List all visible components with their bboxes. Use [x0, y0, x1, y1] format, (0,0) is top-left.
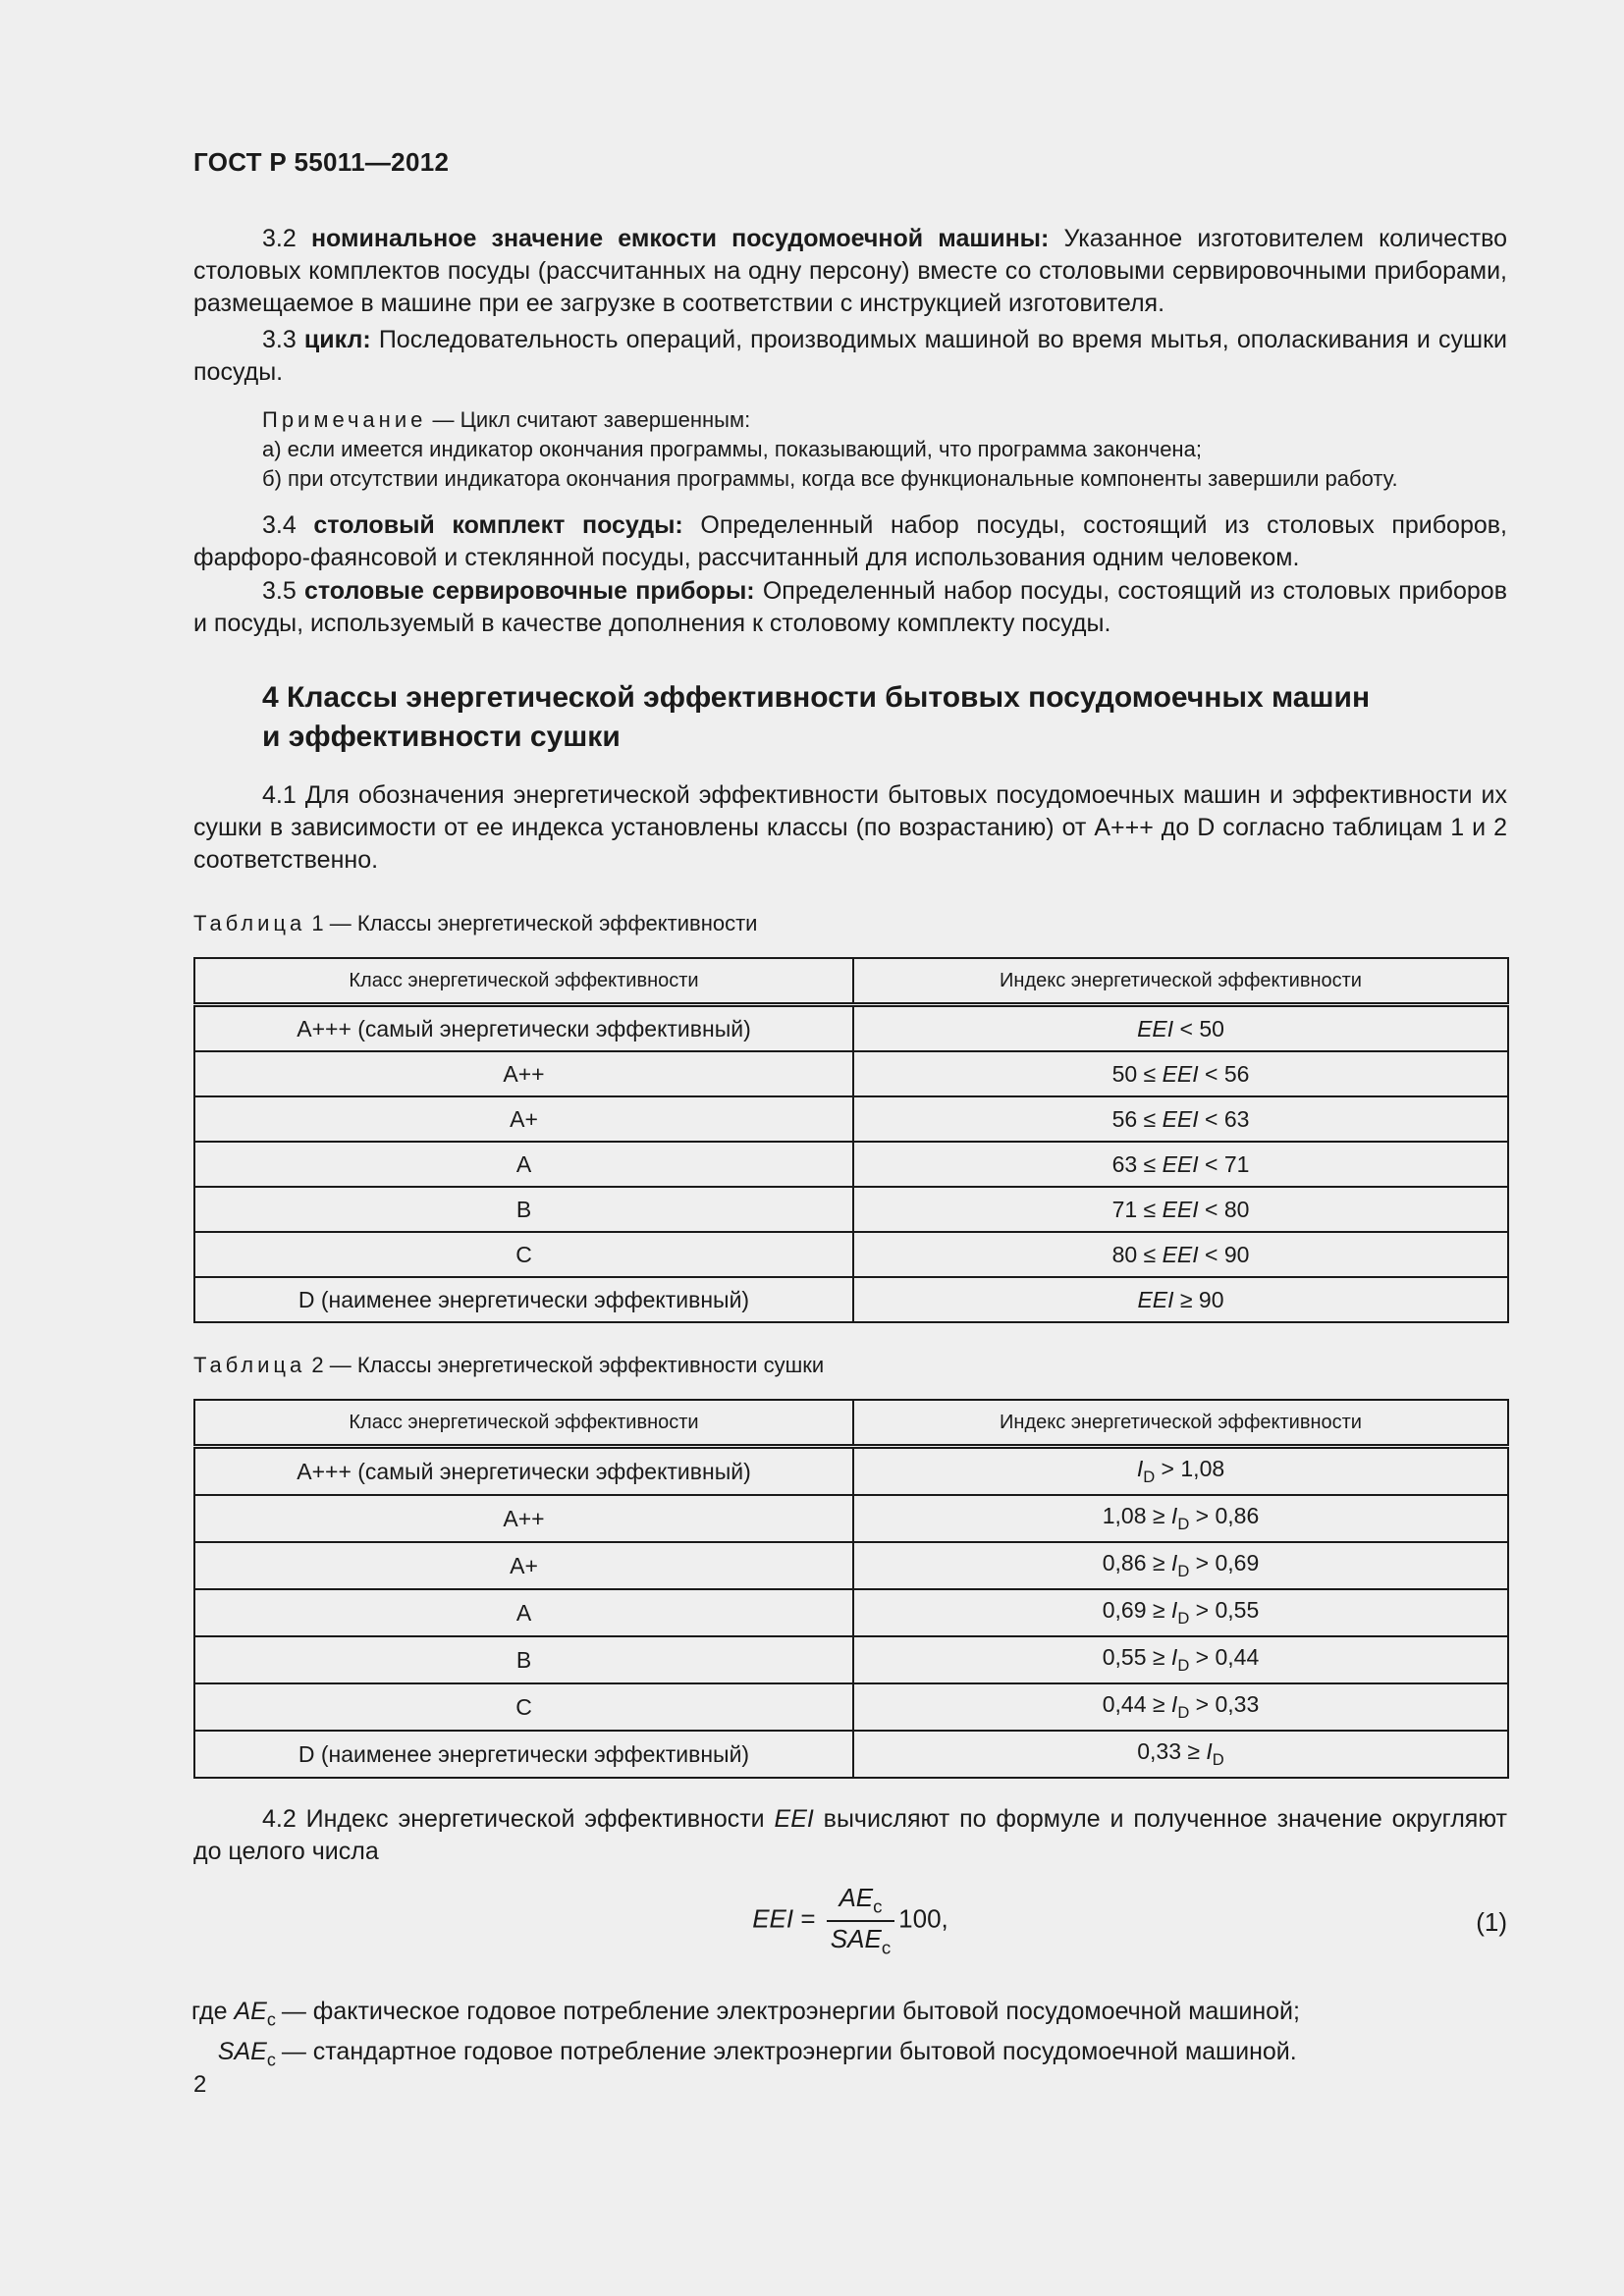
table-2	[193, 1399, 1509, 1779]
denominator-sub: c	[881, 1937, 892, 1958]
caption-text: 2 — Классы энергетической эффективности сушки	[305, 1353, 825, 1377]
index-cell	[853, 1589, 1508, 1636]
index-symbol: I	[1170, 1644, 1178, 1671]
heading-line-2: и эффективности сушки	[262, 721, 621, 753]
index-pre: 0,86 ≥	[1102, 1550, 1171, 1576]
index-post: > 0,55	[1189, 1597, 1260, 1624]
clause-text-after: вычисляют по формуле и полученное значение округляют до целого числа	[193, 1805, 1507, 1865]
column-header-index: Индекс энергетической эффективности	[853, 958, 1508, 1005]
term: номинальное значение емкости посудомоечной машины:	[310, 225, 1050, 252]
index-pre: 1,08 ≥	[1102, 1503, 1171, 1529]
term: столовые сервировочные приборы:	[303, 577, 755, 605]
note-intro: — Цикл считают завершенным:	[426, 407, 751, 432]
index-cell	[853, 1277, 1508, 1322]
index-post: > 0,69	[1189, 1550, 1260, 1576]
denominator-var: SAE	[830, 1923, 882, 1953]
note-item-b: б) при отсутствии индикатора окончания программы, когда все функциональные компоненты завершили работу.	[262, 466, 1398, 491]
index-subscript: D	[1177, 1561, 1190, 1580]
clause-3-4	[193, 509, 1507, 574]
class-cell: A++	[194, 1051, 853, 1096]
sae-var: SAE	[217, 2038, 267, 2066]
index-cell	[853, 1542, 1508, 1589]
index-subscript: D	[1143, 1467, 1156, 1486]
table-row	[194, 1636, 1508, 1683]
index-cell	[853, 1731, 1508, 1778]
caption-word: Таблица	[193, 911, 306, 935]
index-symbol: EEI	[1162, 1105, 1199, 1132]
clause-number: 3.3	[262, 326, 297, 353]
term: цикл:	[303, 326, 371, 353]
formula-1	[193, 1883, 1507, 1958]
class-cell: A++	[194, 1495, 853, 1542]
clause-4-1	[193, 779, 1507, 877]
index-cell	[853, 1096, 1508, 1142]
index-symbol: I	[1136, 1456, 1144, 1482]
index-post: > 0,44	[1189, 1644, 1260, 1671]
index-post: > 0,33	[1189, 1691, 1260, 1718]
index-post: > 1,08	[1155, 1456, 1225, 1482]
index-symbol: EEI	[1162, 1241, 1199, 1267]
class-cell: A	[194, 1142, 853, 1187]
table-row	[194, 1589, 1508, 1636]
table-row	[194, 1051, 1508, 1096]
table-row	[194, 1142, 1508, 1187]
index-pre: 0,55 ≥	[1102, 1644, 1171, 1671]
index-subscript: D	[1177, 1514, 1190, 1533]
term: столовый комплект посуды:	[313, 511, 683, 539]
clause-text-before: 4.2 Индекс энергетической эффективности	[262, 1805, 775, 1833]
index-subscript: D	[1177, 1608, 1190, 1628]
index-post: < 63	[1198, 1105, 1250, 1132]
table-header-row	[194, 958, 1508, 1005]
class-cell: A	[194, 1589, 853, 1636]
formula-equals: =	[793, 1903, 823, 1934]
note-block	[262, 405, 1529, 494]
index-post: < 50	[1173, 1015, 1224, 1041]
equation-number: (1)	[1476, 1907, 1507, 1937]
table-header-row	[194, 1400, 1508, 1447]
definition: Последовательность операций, производимых машиной во время мытья, ополаскивания и сушки посуды.	[193, 326, 1507, 386]
index-cell	[853, 1187, 1508, 1232]
definition: Определенный набор посуды, состоящий из столовых приборов, фарфоро-фаянсовой и стеклянной посуды, рассчитанный для использования одним человеком.	[193, 511, 1507, 571]
index-symbol: EEI	[1162, 1060, 1199, 1087]
where-desc: — стандартное годовое потребление электроэнергии бытовой посудомоечной машиной.	[281, 2038, 1297, 2066]
table-row	[194, 1277, 1508, 1322]
definition: Определенный набор посуды, состоящий из столовых приборов и посуды, используемый в качестве дополнения к столовому комплекту посуды.	[193, 577, 1507, 637]
class-cell: A+++ (самый энергетически эффективный)	[194, 1005, 853, 1052]
where-block	[191, 1996, 1300, 2077]
clause-number: 3.5	[262, 577, 297, 605]
numerator-var: AE	[839, 1883, 874, 1912]
index-subscript: D	[1177, 1702, 1190, 1722]
table-row	[194, 1495, 1508, 1542]
index-post: < 80	[1198, 1196, 1250, 1222]
section-4-heading	[262, 678, 1529, 757]
index-cell	[853, 1051, 1508, 1096]
index-subscript: D	[1177, 1655, 1190, 1675]
column-header-index: Индекс энергетической эффективности	[853, 1400, 1508, 1447]
class-cell: D (наименее энергетически эффективный)	[194, 1731, 853, 1778]
index-post: > 0,86	[1189, 1503, 1260, 1529]
where-lead: где	[191, 1998, 228, 2025]
where-row-ae	[191, 1996, 1300, 2036]
index-symbol: EEI	[1137, 1015, 1174, 1041]
index-symbol: I	[1170, 1691, 1178, 1718]
table-1-caption	[193, 911, 757, 936]
table-row	[194, 1096, 1508, 1142]
caption-word: Таблица	[193, 1353, 306, 1377]
class-cell: B	[194, 1187, 853, 1232]
clause-number: 3.4	[262, 511, 297, 539]
table-row	[194, 1542, 1508, 1589]
index-symbol: I	[1170, 1503, 1178, 1529]
index-symbol: EEI	[1162, 1196, 1199, 1222]
index-cell	[853, 1447, 1508, 1496]
clause-4-2	[193, 1803, 1507, 1868]
ae-var: AE	[234, 1998, 267, 2025]
table-2-caption	[193, 1353, 824, 1378]
index-symbol: I	[1206, 1738, 1213, 1765]
sae-sub: c	[266, 2050, 276, 2070]
class-cell: A+++ (самый энергетически эффективный)	[194, 1447, 853, 1496]
index-cell	[853, 1495, 1508, 1542]
table-row	[194, 1187, 1508, 1232]
index-symbol: EEI	[1162, 1150, 1199, 1177]
page-number: 2	[193, 2071, 207, 2098]
column-header-class: Класс энергетической эффективности	[194, 958, 853, 1005]
definition: Указанное изготовителем количество столовых комплектов посуды (рассчитанных на одну персону) вместе со столовыми сервировочными приборами, размещаемое в машине при ее загрузке в соответствии с инструкцией изготовителя.	[193, 225, 1507, 317]
index-post: ≥ 90	[1173, 1286, 1224, 1312]
caption-text: 1 — Классы энергетической эффективности	[305, 911, 758, 935]
table-row	[194, 1683, 1508, 1731]
index-cell	[853, 1683, 1508, 1731]
clause-3-2	[193, 223, 1507, 320]
numerator-sub: c	[873, 1896, 883, 1917]
formula-fraction	[827, 1883, 894, 1958]
formula-factor: 100,	[898, 1903, 948, 1934]
index-pre: 71 ≤	[1111, 1196, 1163, 1222]
index-symbol: I	[1170, 1550, 1178, 1576]
index-symbol: EEI	[1137, 1286, 1174, 1312]
fraction-numerator	[827, 1883, 894, 1922]
class-cell: A+	[194, 1542, 853, 1589]
table-row	[194, 1005, 1508, 1052]
table-row	[194, 1232, 1508, 1277]
clause-text: 4.1 Для обозначения энергетической эффективности бытовых посудомоечных машин и эффективности их сушки в зависимости от ее индекса установлены классы (по возрастанию) от А+++ до D согласно таблицам 1 и 2 соответственно.	[193, 781, 1507, 874]
formula-lhs: EEI	[752, 1903, 794, 1934]
class-cell: B	[194, 1636, 853, 1683]
fraction-denominator	[827, 1922, 894, 1959]
index-cell	[853, 1005, 1508, 1052]
index-cell	[853, 1636, 1508, 1683]
column-header-class: Класс энергетической эффективности	[194, 1400, 853, 1447]
index-post: < 56	[1198, 1060, 1250, 1087]
index-pre: 50 ≤	[1111, 1060, 1163, 1087]
index-post: < 90	[1198, 1241, 1250, 1267]
index-cell	[853, 1232, 1508, 1277]
index-pre: 80 ≤	[1111, 1241, 1163, 1267]
eei-symbol: EEI	[774, 1805, 814, 1833]
index-pre: 0,44 ≥	[1102, 1691, 1171, 1718]
clause-number: 3.2	[262, 225, 297, 252]
ae-sub: c	[266, 2009, 276, 2030]
index-pre: 56 ≤	[1111, 1105, 1163, 1132]
index-post: < 71	[1198, 1150, 1250, 1177]
note-item-a: а) если имеется индикатор окончания программы, показывающий, что программа закончена;	[262, 437, 1202, 461]
index-subscript: D	[1212, 1749, 1224, 1769]
class-cell: C	[194, 1683, 853, 1731]
table-row	[194, 1731, 1508, 1778]
where-symbol	[191, 1996, 282, 2036]
note-label: Примечание	[262, 407, 427, 432]
document-header: ГОСТ Р 55011—2012	[193, 147, 450, 177]
table-1	[193, 957, 1509, 1323]
where-row-sae	[191, 2036, 1300, 2076]
table-row	[194, 1447, 1508, 1496]
class-cell: A+	[194, 1096, 853, 1142]
index-pre: 0,33 ≥	[1137, 1738, 1207, 1765]
index-cell	[853, 1142, 1508, 1187]
index-pre: 63 ≤	[1111, 1150, 1163, 1177]
clause-3-3	[193, 324, 1507, 389]
index-symbol: I	[1170, 1597, 1178, 1624]
index-pre: 0,69 ≥	[1102, 1597, 1171, 1624]
clause-3-5	[193, 575, 1507, 640]
class-cell: D (наименее энергетически эффективный)	[194, 1277, 853, 1322]
heading-line-1: 4 Классы энергетической эффективности бытовых посудомоечных машин	[262, 681, 1371, 714]
where-desc: — фактическое годовое потребление электроэнергии бытовой посудомоечной машиной;	[281, 1998, 1300, 2025]
class-cell: C	[194, 1232, 853, 1277]
